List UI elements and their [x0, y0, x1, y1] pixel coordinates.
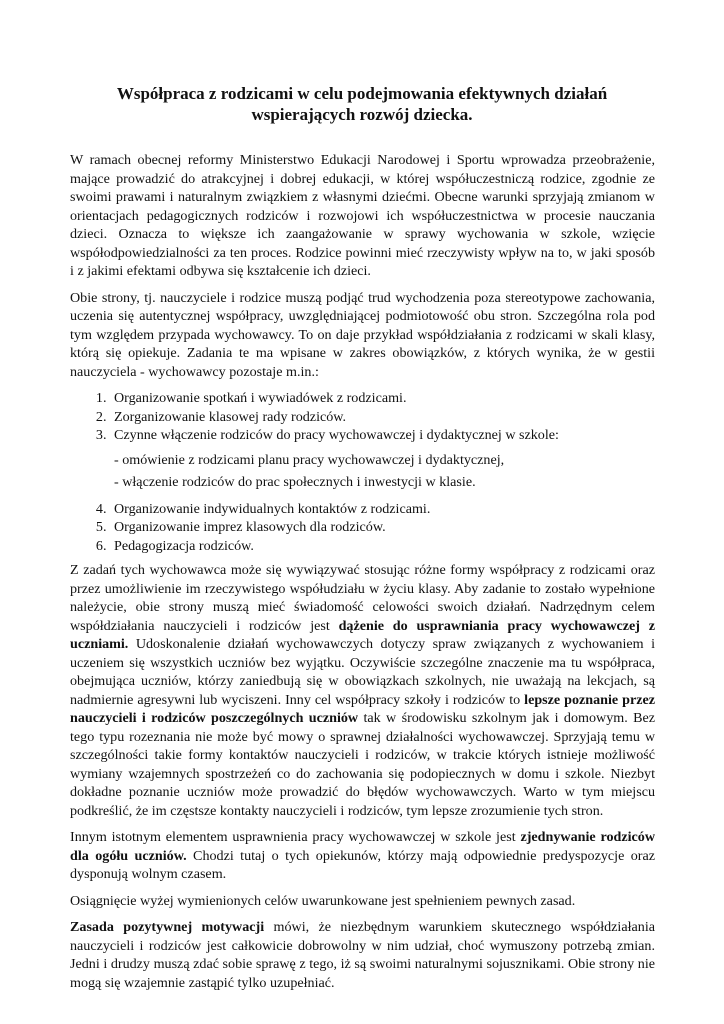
list-item: 6. Pedagogizacja rodziców.: [110, 537, 655, 556]
text-run: Chodzi tutaj o tych opiekunów, którzy mają odpowiednie predyspozycje oraz dysponują wolnym czasem.: [70, 847, 655, 882]
sub-item: - włączenie rodziców do prac społecznych i inwestycji w klasie.: [114, 474, 476, 490]
list-item: 1. Organizowanie spotkań i wywiadówek z rodzicami.: [110, 389, 655, 408]
list-item: 3. Czynne włączenie rodziców do pracy wychowawczej i dydaktycznej w szkole:: [110, 426, 655, 445]
list-item: 2. Zorganizowanie klasowej rady rodziców.: [110, 408, 655, 427]
text-run: Udoskonalenie działań wychowawczych dotyczy spraw związanych z wychowaniem i uczeniem się wszystkich uczniów bez wyjątku. Oczywiście szczególne znaczenie ma tu współpraca, obejmująca uczniów, którzy zaniedbują się w obowiązkach szkolnych, nie uważają na lekcjach, są nadmiernie agresywni lub wyciszeni. Inny cel współpracy szkoły i rodziców to: [70, 636, 655, 708]
document-body: [70, 151, 655, 1000]
title-line-1: Współpraca z rodzicami w celu podejmowania efektywnych działań: [116, 84, 608, 103]
text-run: mówi, że niezbędnym warunkiem skutecznego współdziałania nauczycieli i rodziców jest całkowicie dobrowolny w nim udział, choć wymuszony potrzebą zmian. Jedni i drudzy muszą zdać sobie sprawę z tego, iż są swoimi naturalnymi sojusznikami. Obie strony nie mogą się wzajemnie zastąpić tylko uzupełniać.: [70, 919, 655, 991]
paragraph-positive-motivation: [70, 918, 655, 992]
paragraph-engaging-parents: [70, 828, 655, 884]
paragraph-reform: W ramach obecnej reformy Ministerstwo Edukacji Narodowej i Sportu wprowadza przeobrażenie, mające prowadzić do atrakcyjnej i dobrej edukacji, w której współuczestniczą rodzice, zgodnie ze swoimi prawami i naturalnym związkiem z własnymi dziećmi. Obecne warunki sprzyjają zmianom w orientacjach pedagogicznych rodziców i rozwojowi ich współuczestnictwa w procesie nauczania dzieci. Oznacza to większe ich zaangażowanie w sprawy wychowania w szkole, wzięcie współodpowiedzialności za ten proces. Rodzice powinni mieć rzeczywisty wpływ na to, w jaki sposób i z jakimi efektami odbywa się kształcenie ich dzieci.: [70, 152, 655, 279]
emphasis-text: lepsze poznanie przez nauczycieli i rodziców poszczególnych uczniów: [70, 691, 656, 726]
text-run: Z zadań tych wychowawca może się wywiązywać stosując różne formy współpracy z rodzicami oraz przez umożliwienie im rzeczywistego współudziału w życiu klasy. Aby zadanie to zostało wypełnione należycie, obie strony muszą mieć świadomość celowości swoich działań. Nadrzędnym celem współdziałania nauczycieli i rodziców jest: [70, 562, 655, 634]
emphasis-text: Zasada pozytywnej motywacji: [70, 919, 265, 935]
paragraph-both-sides: Obie strony, tj. nauczyciele i rodzice muszą podjąć trud wychodzenia poza stereotypowe zachowania, uczenia się autentycznej współpracy, uwzględniającej podmiotowość obu stron. Szczególna rola pod tym względem przypada wychowawcy. To on daje przykład współdziałania z rodzicami w skali klasy, którą się opiekuje. Zadania te ma wpisane w zakres obowiązków, z których wynika, że w gestii nauczyciela - wychowawcy pozostaje m.in.:: [70, 289, 655, 380]
document-title: [70, 83, 654, 125]
text-run: Innym istotnym elementem usprawnienia pracy wychowawczej w szkole jest: [70, 829, 521, 845]
duties-list: [70, 389, 655, 445]
emphasis-text: dążenie do usprawniania pracy wychowawczej z uczniami.: [70, 617, 656, 652]
text-run: tak w środowisku szkolnym jak i domowym. Bez tego typu rozeznania nie może być mowy o sprawnej działalności wychowawczej. Sprzyjają temu w szczególności takie formy kontaktów nauczycieli i rodziców, w trakcie których istnieje możliwość wymiany wzajemnych spostrzeżeń co do zachowania się podopiecznych w domu i szkole. Niezbyt dokładne poznanie uczniów może prowadzić do błędów wychowawczych. Warto w tym miejscu podkreślić, że im częstsze kontakty nauczycieli i rodziców, tym lepsze zrozumienie tych stron.: [70, 710, 656, 819]
paragraph-tasks: [70, 561, 655, 820]
list-item: 5. Organizowanie imprez klasowych dla rodziców.: [110, 518, 655, 537]
emphasis-text: zjednywanie rodziców dla ogółu uczniów.: [70, 829, 655, 864]
list-item: 4. Organizowanie indywidualnych kontaktów z rodzicami.: [110, 500, 655, 519]
sub-item: - omówienie z rodzicami planu pracy wychowawczej i dydaktycznej,: [114, 451, 505, 468]
duties-list-continued: [70, 500, 655, 556]
paragraph-principles: Osiągnięcie wyżej wymienionych celów uwarunkowane jest spełnieniem pewnych zasad.: [70, 892, 576, 909]
title-line-2: wspierających rozwój dziecka.: [251, 105, 473, 124]
